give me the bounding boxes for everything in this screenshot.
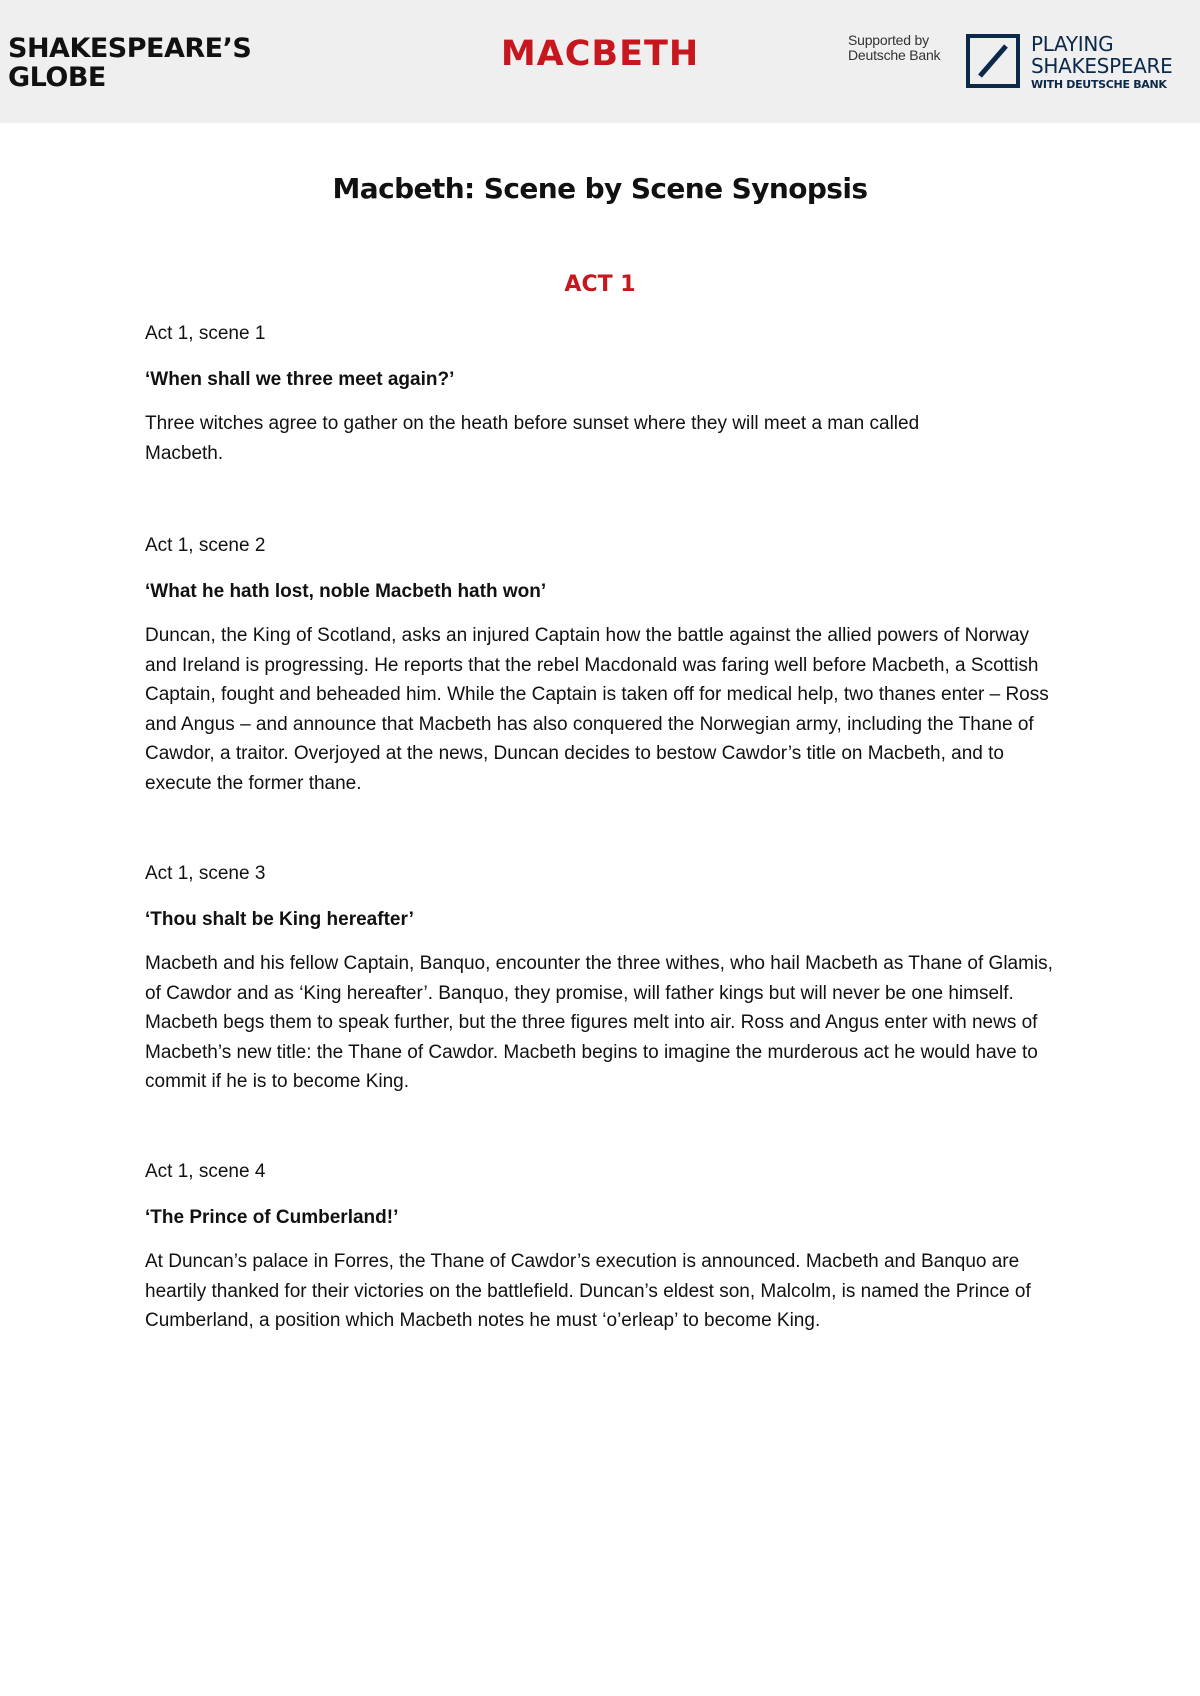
scene-label: Act 1, scene 4 (145, 1161, 266, 1182)
scene-block-1 (145, 322, 1065, 468)
scene-label: Act 1, scene 3 (145, 863, 266, 884)
scene-block-4 (145, 1160, 1065, 1336)
globe-logo-line2: GLOBE (8, 62, 106, 93)
globe-logo-line1: SHAKESPEARE’S (8, 33, 252, 64)
act-heading: ACT 1 (564, 272, 636, 297)
scene-synopsis: Macbeth and his fellow Captain, Banquo, encounter the three withes, who hail Macbeth as Thane of Glamis, of Cawdor and as ‘King hereafter’. Banquo, they promise, will father kings but will never be one himself. Macbeth begs them to speak further, but the three figures melt into air. Ross and Angus enter with news of Macbeth’s new title: the Thane of Cawdor. Macbeth begins to imagine the murderous act he would have to commit if he is to become King. (145, 953, 1053, 1092)
scene-synopsis: Duncan, the King of Scotland, asks an injured Captain how the battle against the allied powers of Norway and Ireland is progressing. He reports that the rebel Macdonald was faring well before Macbeth, a Scottish Captain, fought and beheaded him. While the Captain is taken off for medical help, two thanes enter – Ross and Angus – and announce that Macbeth has also conquered the Norwegian army, including the Thane of Cawdor, a traitor. Overjoyed at the news, Duncan decides to bestow Cawdor’s title on Macbeth, and to execute the former thane. (145, 625, 1049, 794)
deutsche-bank-logo-icon (966, 34, 1020, 88)
scene-label: Act 1, scene 2 (145, 535, 266, 556)
playing-logo-line3: WITH DEUTSCHE BANK (1031, 78, 1167, 91)
document-title: Macbeth: Scene by Scene Synopsis (332, 172, 868, 205)
supported-by-text (848, 33, 940, 63)
scene-synopsis: Three witches agree to gather on the heath before sunset where they will meet a man called Macbeth. (145, 413, 920, 464)
scene-quote: ‘When shall we three meet again?’ (145, 369, 455, 390)
page-header (0, 0, 1200, 123)
scene-block-2 (145, 534, 1065, 798)
scene-label: Act 1, scene 1 (145, 323, 266, 344)
scene-quote: ‘Thou shalt be King hereafter’ (145, 909, 414, 930)
supported-line1: Supported by (848, 32, 929, 48)
scene-quote: ‘What he hath lost, noble Macbeth hath won’ (145, 581, 547, 602)
playing-logo-line1: PLAYING (1031, 32, 1114, 56)
scene-block-3 (145, 862, 1065, 1097)
playing-logo-line2: SHAKESPEARE (1031, 54, 1173, 78)
scene-quote: ‘The Prince of Cumberland!’ (145, 1207, 399, 1228)
play-title: MACBETH (500, 34, 700, 74)
supported-line2: Deutsche Bank (848, 47, 941, 63)
playing-shakespeare-logo (1031, 33, 1172, 92)
scene-synopsis: At Duncan’s palace in Forres, the Thane of Cawdor’s execution is announced. Macbeth and Banquo are heartily thanked for their victories on the battlefield. Duncan’s eldest son, Malcolm, is named the Prince of Cumberland, a position which Macbeth notes he must ‘o’erleap’ to become King. (145, 1251, 1031, 1331)
